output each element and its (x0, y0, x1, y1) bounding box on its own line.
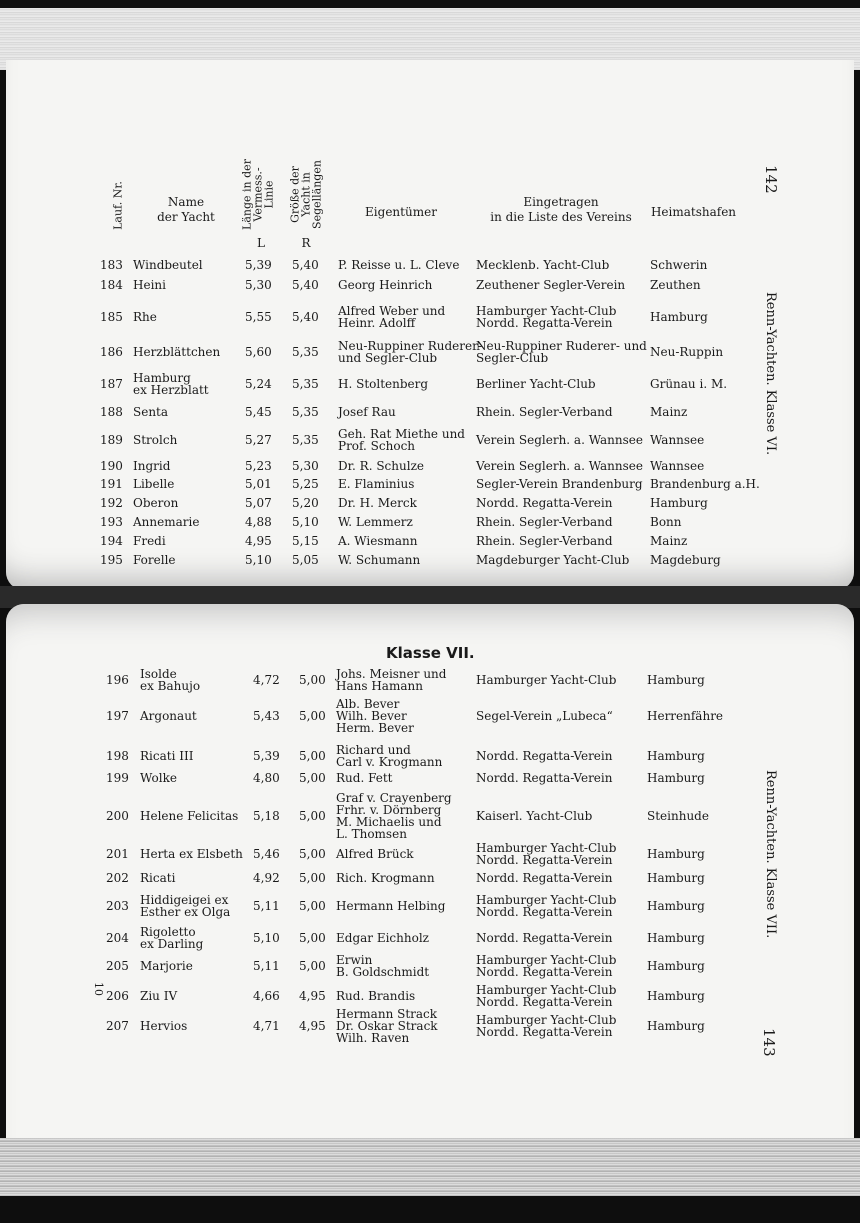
cell-name: Ricati (140, 871, 176, 885)
cell-nr: 191 (100, 477, 123, 491)
page-number-143: 143 (760, 1028, 778, 1057)
page-142 (6, 60, 854, 590)
cell-l: 5,27 (245, 433, 272, 447)
cell-r: 5,00 (299, 871, 326, 885)
cell-r: 5,35 (292, 405, 319, 419)
cell-r: 5,30 (292, 459, 319, 473)
cell-l: 4,71 (253, 1019, 280, 1033)
cell-club: Hamburger Yacht-Club Nordd. Regatta-Verein (476, 953, 617, 979)
cell-owner: Graf v. Crayenberg Frhr. v. Dörnberg M. Michaelis und L. Thomsen (336, 791, 452, 841)
cell-owner: Johs. Meisner und Hans Hamann (336, 667, 447, 693)
cell-owner: W. Schumann (338, 553, 421, 567)
cell-nr: 184 (100, 278, 123, 292)
cell-name: Forelle (133, 553, 176, 567)
cell-owner: E. Flaminius (338, 477, 415, 491)
cell-name: Helene Felicitas (140, 809, 239, 823)
cell-port: Hamburg (650, 496, 708, 510)
cell-owner: Rich. Krogmann (336, 871, 435, 885)
cell-owner: Hermann Helbing (336, 899, 446, 913)
cell-name: Rhe (133, 310, 157, 324)
cell-name: Wolke (140, 771, 177, 785)
cell-port: Zeuthen (650, 278, 701, 292)
page-number-142: 142 (762, 165, 780, 194)
cell-r: 5,20 (292, 496, 319, 510)
cell-owner: W. Lemmerz (338, 515, 413, 529)
header-r: R (301, 236, 311, 250)
cell-l: 5,10 (253, 931, 280, 945)
cell-l: 4,95 (245, 534, 272, 548)
cell-port: Wannsee (650, 459, 705, 473)
cell-l: 4,92 (253, 871, 280, 885)
header-l: L (257, 236, 265, 250)
cell-nr: 189 (100, 433, 123, 447)
cell-name: Hamburg ex Herzblatt (133, 371, 209, 397)
cell-nr: 193 (100, 515, 123, 529)
cell-nr: 195 (100, 553, 123, 567)
cell-club: Zeuthener Segler-Verein (476, 278, 626, 292)
cell-owner: Erwin B. Goldschmidt (336, 953, 430, 979)
cell-club: Hamburger Yacht-Club Nordd. Regatta-Verein (476, 893, 617, 919)
header-groesse: Größe der Yacht in Segellängen (288, 160, 324, 229)
cell-port: Mainz (650, 405, 688, 419)
cell-nr: 186 (100, 345, 123, 359)
cell-nr: 202 (106, 871, 129, 885)
cell-club: Hamburger Yacht-Club Nordd. Regatta-Verein (476, 983, 617, 1009)
cell-club: Rhein. Segler-Verband (476, 515, 613, 529)
cell-club: Segel-Verein „Lubeca“ (476, 709, 613, 723)
cell-name: Strolch (133, 433, 178, 447)
cell-l: 5,01 (245, 477, 272, 491)
cell-name: Fredi (133, 534, 166, 548)
cell-club: Hamburger Yacht-Club Nordd. Regatta-Verein (476, 841, 617, 867)
cell-owner: Geh. Rat Miethe und Prof. Schoch (338, 427, 465, 453)
cell-nr: 188 (100, 405, 123, 419)
section-heading-klasse-vii: Klasse VII. (386, 644, 475, 662)
header-lauf-nr: Lauf. Nr. (111, 181, 125, 230)
signature-mark: 10 (92, 982, 105, 996)
cell-name: Libelle (133, 477, 175, 491)
cell-owner: Edgar Eichholz (336, 931, 429, 945)
cell-name: Hervios (140, 1019, 188, 1033)
cell-owner: Dr. H. Merck (338, 496, 417, 510)
header-name: Name der Yacht (157, 195, 215, 224)
cell-l: 5,18 (253, 809, 280, 823)
cell-owner: H. Stoltenberg (338, 377, 429, 391)
cell-r: 5,00 (299, 749, 326, 763)
cell-r: 5,00 (299, 899, 326, 913)
cell-nr: 199 (106, 771, 129, 785)
cell-owner: Georg Heinrich (338, 278, 433, 292)
cell-club: Magdeburger Yacht-Club (476, 553, 630, 567)
cell-r: 5,00 (299, 959, 326, 973)
cell-nr: 204 (106, 931, 129, 945)
cell-name: Senta (133, 405, 169, 419)
cell-r: 5,00 (299, 771, 326, 785)
cell-port: Neu-Ruppin (650, 345, 724, 359)
cell-club: Nordd. Regatta-Verein (476, 771, 613, 785)
cell-l: 5,43 (253, 709, 280, 723)
cell-r: 5,00 (299, 809, 326, 823)
cell-name: Heini (133, 278, 166, 292)
page-143 (6, 604, 854, 1144)
cell-l: 5,10 (245, 553, 272, 567)
cell-r: 5,40 (292, 278, 319, 292)
cell-r: 5,25 (292, 477, 319, 491)
cell-l: 5,30 (245, 278, 272, 292)
cell-r: 5,00 (299, 673, 326, 687)
cell-port: Hamburg (647, 1019, 705, 1033)
cell-name: Isolde ex Bahujo (140, 667, 201, 693)
header-eigentuemer: Eigentümer (365, 205, 437, 219)
cell-port: Brandenburg a.H. (650, 477, 760, 491)
cell-owner: P. Reisse u. L. Cleve (338, 258, 460, 272)
cell-nr: 205 (106, 959, 129, 973)
cell-r: 5,00 (299, 931, 326, 945)
cell-owner: A. Wiesmann (338, 534, 418, 548)
cell-club: Segler-Verein Brandenburg (476, 477, 643, 491)
cell-owner: Neu-Ruppiner Ruderer- und Segler-Club (338, 339, 482, 365)
cell-name: Herzblättchen (133, 345, 221, 359)
cell-nr: 201 (106, 847, 129, 861)
cell-club: Mecklenb. Yacht-Club (476, 258, 610, 272)
cell-nr: 185 (100, 310, 123, 324)
cell-r: 5,00 (299, 847, 326, 861)
cell-port: Hamburg (647, 931, 705, 945)
cell-owner: Alfred Weber und Heinr. Adolff (338, 304, 446, 330)
cell-club: Rhein. Segler-Verband (476, 405, 613, 419)
cell-l: 4,72 (253, 673, 280, 687)
cell-l: 5,11 (253, 899, 280, 913)
cell-nr: 194 (100, 534, 123, 548)
cell-nr: 192 (100, 496, 123, 510)
cell-club: Nordd. Regatta-Verein (476, 931, 613, 945)
cell-nr: 183 (100, 258, 123, 272)
cell-l: 5,39 (245, 258, 272, 272)
cell-club: Hamburger Yacht-Club Nordd. Regatta-Verein (476, 1013, 617, 1039)
cell-nr: 197 (106, 709, 129, 723)
side-caption-klasse-vi: Renn-Yachten. Klasse VI. (763, 292, 778, 456)
cell-port: Grünau i. M. (650, 377, 728, 391)
cell-port: Hamburg (647, 771, 705, 785)
cell-nr: 198 (106, 749, 129, 763)
cell-l: 5,39 (253, 749, 280, 763)
cell-port: Hamburg (647, 673, 705, 687)
header-eingetragen: Eingetragen in die Liste des Vereins (490, 195, 632, 224)
cell-nr: 206 (106, 989, 129, 1003)
cell-name: Annemarie (133, 515, 200, 529)
cell-l: 5,24 (245, 377, 272, 391)
cell-club: Nordd. Regatta-Verein (476, 871, 613, 885)
cell-l: 5,11 (253, 959, 280, 973)
cell-owner: Alfred Brück (336, 847, 414, 861)
cell-name: Marjorie (140, 959, 193, 973)
cell-nr: 187 (100, 377, 123, 391)
cell-r: 5,35 (292, 345, 319, 359)
cell-nr: 203 (106, 899, 129, 913)
cell-nr: 190 (100, 459, 123, 473)
cell-l: 5,60 (245, 345, 272, 359)
header-laenge: Länge in der Vermess.- Linie (240, 159, 276, 230)
cell-r: 5,00 (299, 709, 326, 723)
cell-name: Ricati III (140, 749, 194, 763)
cell-l: 5,23 (245, 459, 272, 473)
cell-nr: 200 (106, 809, 129, 823)
cell-l: 4,80 (253, 771, 280, 785)
cell-l: 5,46 (253, 847, 280, 861)
cell-port: Wannsee (650, 433, 705, 447)
cell-name: Windbeutel (133, 258, 203, 272)
cell-name: Hiddigeigei ex Esther ex Olga (140, 893, 231, 919)
cell-l: 4,88 (245, 515, 272, 529)
cell-r: 5,40 (292, 310, 319, 324)
side-caption-klasse-vii: Renn-Yachten. Klasse VII. (763, 770, 778, 939)
cell-name: Oberon (133, 496, 179, 510)
cell-r: 4,95 (299, 989, 326, 1003)
cell-r: 5,40 (292, 258, 319, 272)
header-heimatshafen: Heimatshafen (650, 205, 737, 219)
cell-owner: Rud. Brandis (336, 989, 416, 1003)
cell-club: Nordd. Regatta-Verein (476, 496, 613, 510)
cell-owner: Josef Rau (338, 405, 396, 419)
cell-port: Steinhude (647, 809, 709, 823)
cell-name: Argonaut (140, 709, 197, 723)
cell-port: Hamburg (647, 749, 705, 763)
cell-l: 5,07 (245, 496, 272, 510)
cell-l: 5,55 (245, 310, 272, 324)
cell-club: Neu-Ruppiner Ruderer- und Segler-Club (476, 339, 647, 365)
cell-nr: 196 (106, 673, 129, 687)
cell-club: Berliner Yacht-Club (476, 377, 596, 391)
cell-owner: Rud. Fett (336, 771, 393, 785)
cell-r: 5,35 (292, 433, 319, 447)
cell-name: Rigoletto ex Darling (140, 925, 204, 951)
cell-club: Hamburger Yacht-Club Nordd. Regatta-Verein (476, 304, 617, 330)
cell-port: Hamburg (647, 989, 705, 1003)
cell-name: Herta ex Elsbeth (140, 847, 243, 861)
cell-r: 5,05 (292, 553, 319, 567)
cell-port: Herrenfähre (647, 709, 724, 723)
cell-club: Kaiserl. Yacht-Club (476, 809, 593, 823)
cell-r: 5,10 (292, 515, 319, 529)
cell-nr: 207 (106, 1019, 129, 1033)
cell-club: Nordd. Regatta-Verein (476, 749, 613, 763)
cell-owner: Dr. R. Schulze (338, 459, 424, 473)
cell-owner: Alb. Bever Wilh. Bever Herm. Bever (336, 697, 414, 735)
cell-r: 5,15 (292, 534, 319, 548)
book-page-edges-bottom (0, 1138, 860, 1196)
cell-club: Hamburger Yacht-Club (476, 673, 617, 687)
cell-owner: Hermann Strack Dr. Oskar Strack Wilh. Raven (336, 1007, 438, 1045)
cell-club: Verein Seglerh. a. Wannsee (476, 459, 643, 473)
cell-r: 5,35 (292, 377, 319, 391)
cell-port: Hamburg (650, 310, 708, 324)
cell-club: Verein Seglerh. a. Wannsee (476, 433, 643, 447)
cell-l: 4,66 (253, 989, 280, 1003)
cell-port: Mainz (650, 534, 688, 548)
cell-port: Magdeburg (650, 553, 721, 567)
cell-name: Ingrid (133, 459, 171, 473)
cell-port: Schwerin (650, 258, 708, 272)
cell-owner: Richard und Carl v. Krogmann (336, 743, 443, 769)
cell-port: Hamburg (647, 959, 705, 973)
cell-l: 5,45 (245, 405, 272, 419)
cell-port: Hamburg (647, 871, 705, 885)
cell-port: Hamburg (647, 899, 705, 913)
cell-r: 4,95 (299, 1019, 326, 1033)
cell-port: Hamburg (647, 847, 705, 861)
cell-port: Bonn (650, 515, 682, 529)
cell-club: Rhein. Segler-Verband (476, 534, 613, 548)
cell-name: Ziu IV (140, 989, 178, 1003)
